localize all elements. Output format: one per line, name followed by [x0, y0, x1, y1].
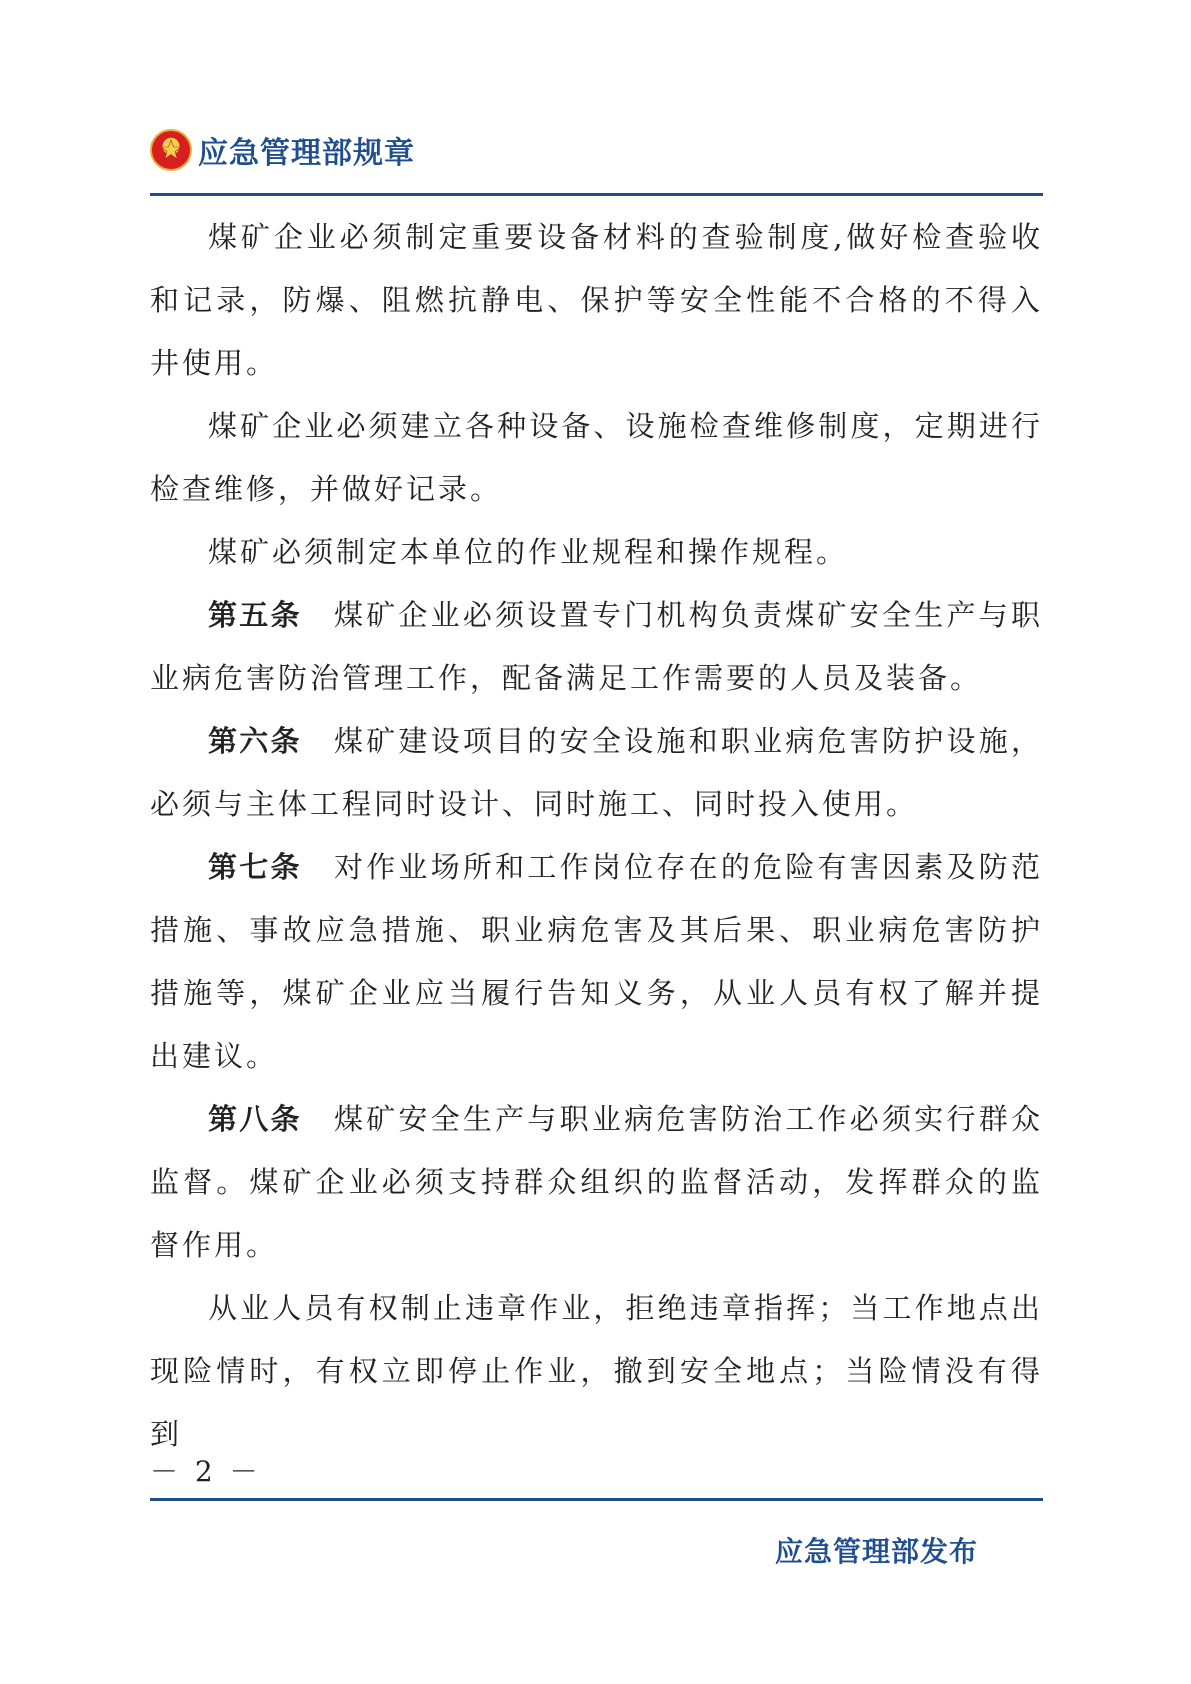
national-emblem-icon — [150, 129, 192, 171]
header-title: 应急管理部规章 — [198, 136, 415, 171]
star-icon — [159, 138, 183, 162]
paragraph: 煤矿必须制定本单位的作业规程和操作规程。 — [208, 535, 849, 569]
footer-divider — [150, 1498, 1043, 1501]
article-text: 对作业场所和工作岗位存在的危险有害因素及防范措施、事故应急措施、职业病危害及其后果、职业病危害防护措施等，煤矿企业应当履行告知义务，从业人员有权了解并提出建议。 — [150, 850, 1043, 1073]
article-6 — [150, 710, 1043, 836]
article-7 — [150, 836, 1043, 1088]
article-text: 煤矿企业必须设置专门机构负责煤矿安全生产与职业病危害防治管理工作，配备满足工作需要的人员及装备。 — [150, 598, 1043, 695]
paragraph: 煤矿企业必须建立各种设备、设施检查维修制度，定期进行检查维修，并做好记录。 — [150, 409, 1043, 506]
article-label: 第五条 — [208, 598, 302, 632]
footer-publisher: 应急管理部发布 — [775, 1535, 979, 1568]
article-text: 煤矿安全生产与职业病危害防治工作必须实行群众监督。煤矿企业必须支持群众组织的监督活动，发挥群众的监督作用。 — [150, 1102, 1043, 1262]
page-number: － 2 － — [150, 1455, 262, 1488]
article-5 — [150, 584, 1043, 710]
document-body — [150, 206, 1043, 1466]
article-8 — [150, 1088, 1043, 1277]
article-text: 煤矿建设项目的安全设施和职业病危害防护设施，必须与主体工程同时设计、同时施工、同时投入使用。 — [150, 724, 1043, 821]
paragraph: 煤矿企业必须制定重要设备材料的查验制度,做好检查验收和记录，防爆、阻燃抗静电、保护等安全性能不合格的不得入井使用。 — [150, 220, 1043, 380]
article-label: 第七条 — [208, 850, 302, 884]
header-divider — [150, 193, 1043, 196]
paragraph: 从业人员有权制止违章作业，拒绝违章指挥；当工作地点出现险情时，有权立即停止作业，撤到安全地点；当险情没有得到 — [150, 1291, 1043, 1451]
article-label: 第八条 — [208, 1102, 302, 1136]
document-header — [150, 128, 415, 172]
article-label: 第六条 — [208, 724, 302, 758]
